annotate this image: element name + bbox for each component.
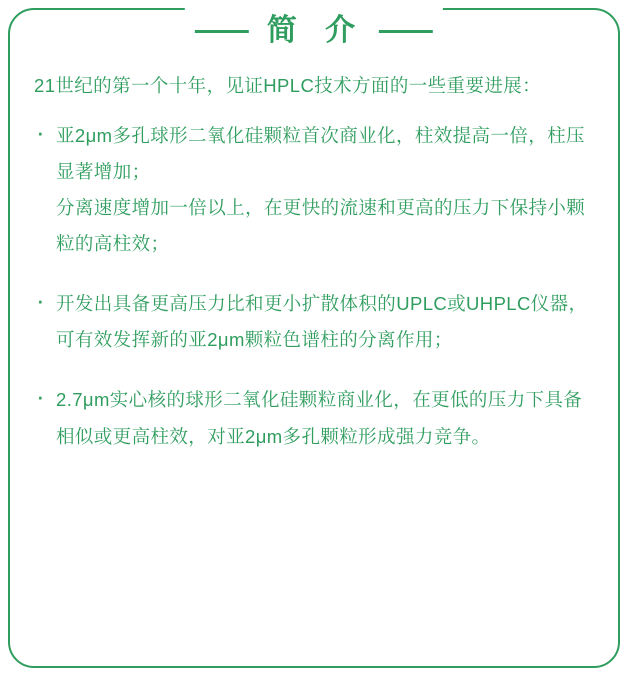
bullet-line: 分离速度增加一倍以上，在更快的流速和更高的压力下保持小颗粒的高柱效； xyxy=(56,197,586,255)
title-band xyxy=(185,0,443,62)
list-item xyxy=(34,382,594,454)
title-rule-right xyxy=(379,30,433,33)
bullet-line: · 2.7μm实心核的球形二氧化硅颗粒商业化，在更低的压力下具备相似或更高柱效，对亚2μm多孔颗粒形成强力竞争。 xyxy=(56,389,583,447)
document-content xyxy=(34,68,594,455)
bullet-list xyxy=(34,118,594,455)
bullet-line: · 开发出具备更高压力比和更小扩散体积的UPLC或UHPLC仪器，可有效发挥新的亚2μm颗粒色谱柱的分离作用； xyxy=(56,293,588,351)
page-title: 简 介 xyxy=(266,14,366,47)
list-item xyxy=(34,118,594,262)
bullet-line: · 亚2μm多孔球形二氧化硅颗粒首次商业化，柱效提高一倍，柱压显著增加； xyxy=(56,125,585,183)
intro-paragraph: 21世纪的第一个十年，见证HPLC技术方面的一些重要进展： xyxy=(34,75,542,96)
list-item xyxy=(34,286,594,358)
title-rule-left xyxy=(195,30,249,33)
